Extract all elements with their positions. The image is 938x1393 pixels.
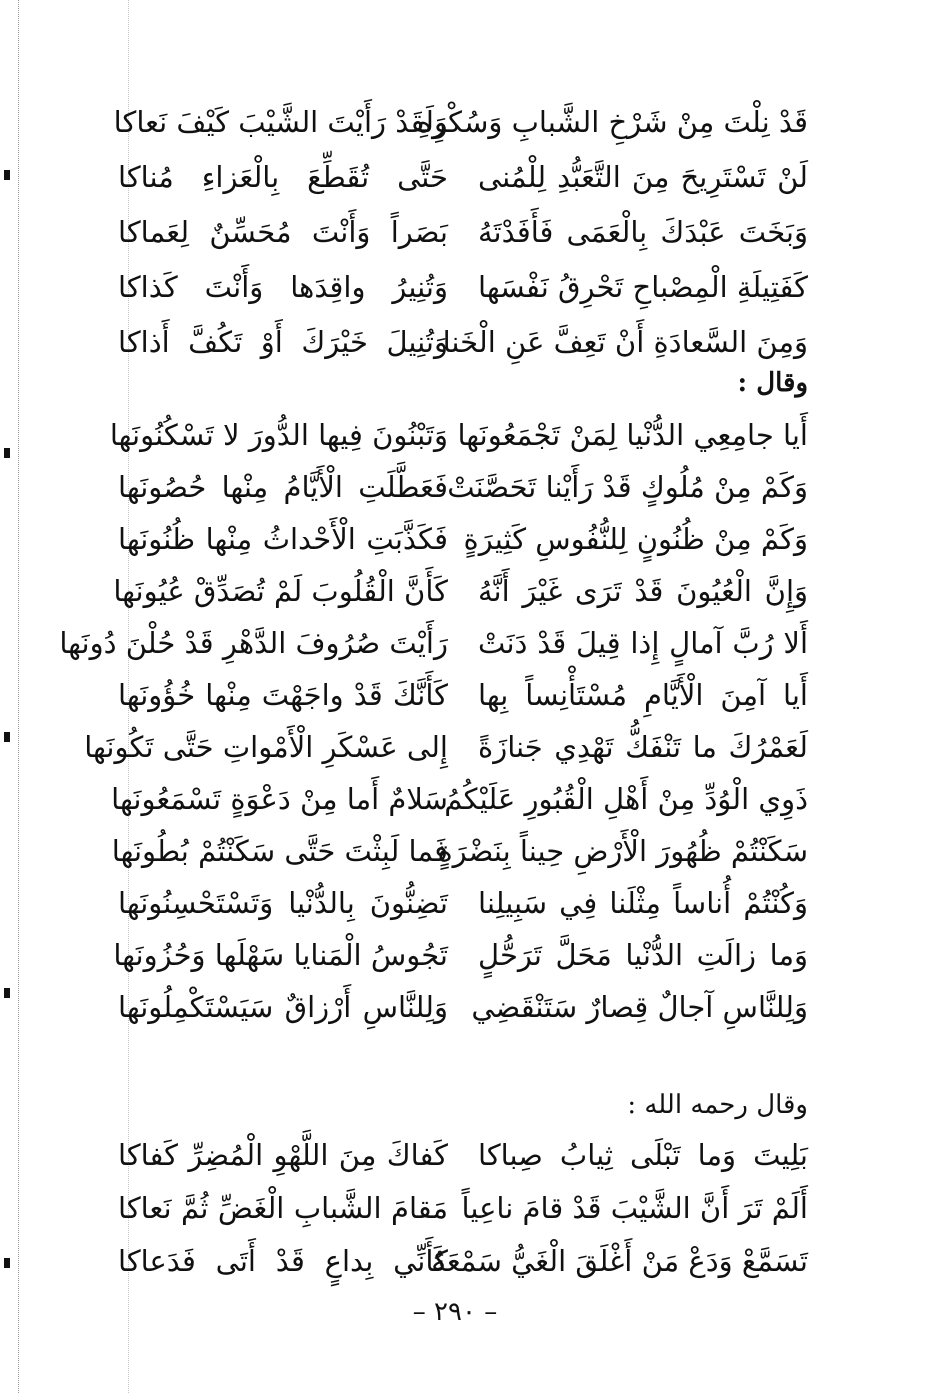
second-hemistich: كَفاكَ مِنَ اللَّهْوِ الْمُضِرِّ كَفاكا xyxy=(118,1138,448,1172)
first-hemistich: أَيا جامِعِي الدُّنْيا لِمَنْ تَجْمَعُونَها xyxy=(457,418,808,452)
first-hemistich: وَمِنَ السَّعادَةِ أَنْ تَعِفَّ عَنِ الْخَنا xyxy=(442,325,808,359)
second-hemistich: وَلِلنَّاسِ أَرْزاقٌ سَيَسْتَكْمِلُونَها xyxy=(118,990,448,1024)
first-hemistich: أَيا آمِنَ الْأَيَّامِ مُسْتَأْنِساً بِها xyxy=(478,678,808,712)
poem-intro: وقال رحمه الله : xyxy=(627,1090,808,1120)
first-hemistich: كَفَتِيلَةِ الْمِصْباحِ تَحْرِقُ نَفْسَها xyxy=(477,270,808,304)
second-hemistich: فَعَطَّلَتِ الْأَيَّامُ مِنْها حُصُونَها xyxy=(118,470,448,504)
second-hemistich: رَأَيْتَ صُرُوفَ الدَّهْرِ قَدْ حُلْنَ دُونَها xyxy=(59,626,448,660)
verse xyxy=(118,152,808,202)
first-hemistich: وَإِنَّ الْعُيُونَ قَدْ تَرَى غَيْرَ أَنَّهُ xyxy=(478,574,808,608)
verse xyxy=(118,462,808,512)
verse xyxy=(118,207,808,257)
second-hemistich: وَتُنِيلَ خَيْرَكَ أَوْ تَكُفَّ أَذاكا xyxy=(118,325,448,359)
second-hemistich: سَلامٌ أَما مِنْ دَعْوَةٍ تَسْمَعُونَها xyxy=(111,782,448,816)
verse xyxy=(118,670,808,720)
scan-mark xyxy=(4,170,10,180)
first-hemistich: وَبَخَتَ عَبْدَكَ بِالْعَمَى فَأَفَدْتَهُ xyxy=(478,215,808,249)
verse xyxy=(111,774,808,824)
scan-mark xyxy=(4,1258,10,1268)
verse xyxy=(113,930,808,980)
verse xyxy=(118,262,808,312)
second-hemistich: تَجُوسُ الْمَنايا سَهْلَها وَحُزُونَها xyxy=(113,938,448,972)
second-hemistich: كَأَنَّكَ قَدْ واجَهْتَ مِنْها خُؤُونَها xyxy=(118,678,448,712)
verse xyxy=(59,618,808,668)
verse xyxy=(113,97,808,147)
verse xyxy=(118,514,808,564)
second-hemistich: وَلَقَدْ رَأَيْتَ الشَّيْبَ كَيْفَ نَعاكا xyxy=(113,105,448,139)
second-hemistich: وَتَبْنُونَ فِيها الدُّورَ لا تَسْكُنُونَها xyxy=(109,418,448,452)
verse xyxy=(118,982,808,1032)
scan-mark xyxy=(4,732,10,742)
verse xyxy=(118,1130,808,1180)
page-text xyxy=(59,95,808,1335)
second-hemistich: تَضِنُّونَ بِالدُّنْيا وَتَسْتَحْسِنُونَها xyxy=(118,886,448,920)
first-hemistich: ذَوِي الْوُدِّ مِنْ أَهْلِ الْقُبُورِ عَلَيْكُمُ xyxy=(444,782,808,816)
first-hemistich: وَكُنْتُمْ أُناساً مِثْلَنا فِي سَبِيلِنا xyxy=(478,886,808,920)
scan-mark xyxy=(4,988,10,998)
second-hemistich: كَأَنَّ الْقُلُوبَ لَمْ تُصَدِّقْ عُيُونَها xyxy=(113,574,448,608)
verse xyxy=(111,826,808,876)
verse xyxy=(118,1183,808,1233)
verse xyxy=(118,1236,808,1286)
first-hemistich: لَعَمْرُكَ ما تَنْفَكُّ تَهْدِي جَنازَةً xyxy=(478,730,808,764)
first-hemistich: وَكَمْ مِنْ مُلُوكٍ قَدْ رَأَيْنا تَحَصَّنَتْ xyxy=(447,470,808,504)
second-hemistich: مَقامَ الشَّبابِ الْغَضِّ ثُمَّ نَعاكا xyxy=(118,1191,448,1225)
first-hemistich: سَكَنْتُمْ ظُهُورَ الْأَرْضِ حِيناً بِنَضْرَةٍ xyxy=(437,834,808,868)
verse xyxy=(113,566,808,616)
verse xyxy=(118,878,808,928)
scan-mark xyxy=(4,448,10,458)
first-hemistich: تَسَمَّعْ وَدَعْ مَنْ أَغْلَقَ الْغَيُّ سَمْعَهُ xyxy=(431,1244,808,1278)
second-hemistich: إِلى عَسْكَرِ الْأَمْواتِ حَتَّى تَكُونَها xyxy=(84,730,448,764)
poem-intro: وقال : xyxy=(737,368,808,398)
verse xyxy=(84,722,808,772)
verse xyxy=(109,410,808,460)
page-number: – ٢٩٠ – xyxy=(412,1297,498,1327)
first-hemistich: بَلِيتَ وَما تَبْلَى ثِيابُ صِباكا xyxy=(478,1138,808,1172)
first-hemistich: أَلَمْ تَرَ أَنَّ الشَّيْبَ قَدْ قامَ ناعِياً xyxy=(461,1191,808,1225)
second-hemistich: كَأَنِّي بِداعٍ قَدْ أَتَى فَدَعاكا xyxy=(118,1244,448,1278)
second-hemistich: فَكَذَّبَتِ الْأَحْداثُ مِنْها ظُنُونَها xyxy=(118,522,448,556)
first-hemistich: وَلِلنَّاسِ آجالٌ قِصارٌ سَتَنْقَضِي xyxy=(471,990,808,1024)
second-hemistich: وَتُنِيرُ واقِدَها وَأَنْتَ كَذاكا xyxy=(118,270,448,304)
second-hemistich: بَصَراً وَأَنْتَ مُحَسِّنٌ لِعَماكا xyxy=(118,215,448,249)
first-hemistich: لَنْ تَسْتَرِيحَ مِنَ التَّعَبُّدِ لِلْمُنى xyxy=(478,160,808,194)
first-hemistich: وَما زالَتِ الدُّنْيا مَحَلَّ تَرَحُّلٍ xyxy=(478,938,808,972)
second-hemistich: فَما لَبِثْتَ حَتَّى سَكَنْتُمْ بُطُونَها xyxy=(111,834,448,868)
first-hemistich: وَكَمْ مِنْ ظُنُونٍ لِلنُّفُوسِ كَثِيرَةٍ xyxy=(463,522,808,556)
first-hemistich: أَلا رُبَّ آمالٍ إِذا قِيلَ قَدْ دَنَتْ xyxy=(478,626,808,660)
second-hemistich: حَتَّى تُقَطِّعَ بِالْعَزاءِ مُناكا xyxy=(118,160,448,194)
verse xyxy=(118,317,808,367)
margin-guide-left xyxy=(18,0,19,1393)
first-hemistich: قَدْ نِلْتَ مِنْ شَرْخِ الشَّبابِ وَسُكْرِهِ xyxy=(416,105,808,139)
